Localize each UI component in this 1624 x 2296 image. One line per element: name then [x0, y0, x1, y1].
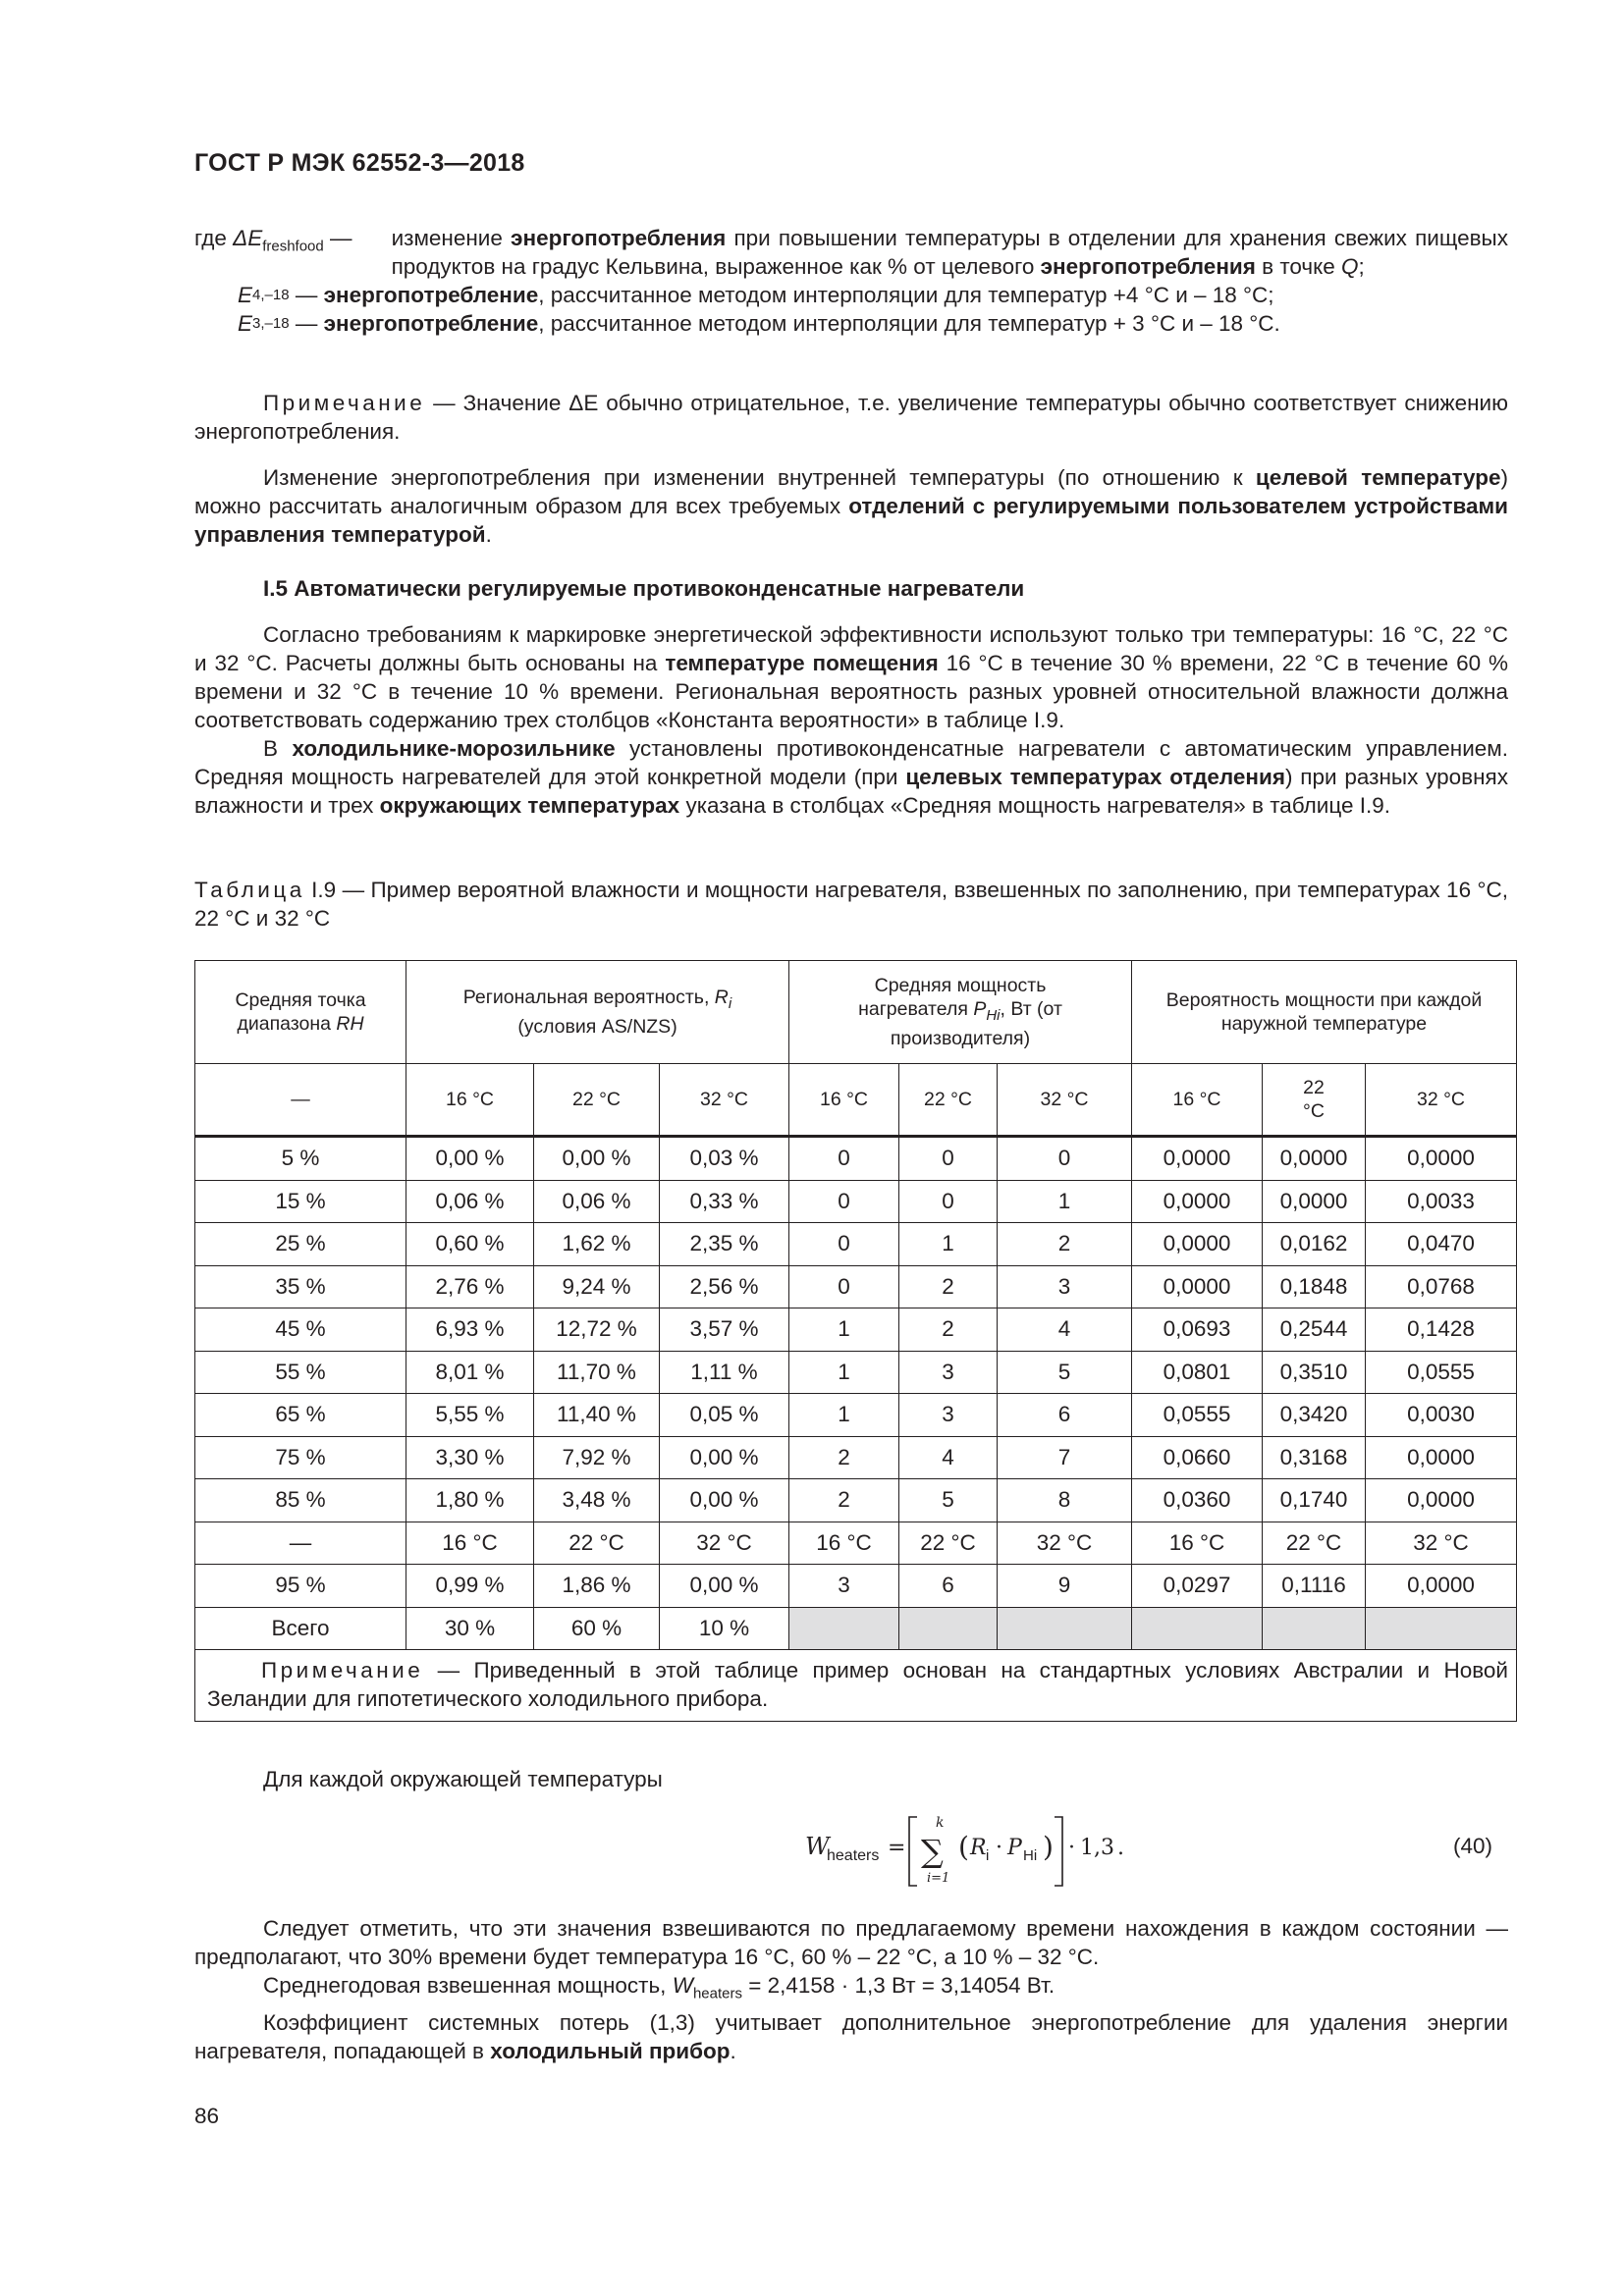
- table-row: [195, 1565, 1517, 1608]
- table-cell: 25 %: [195, 1223, 406, 1266]
- table-cell: 0,0000: [1263, 1137, 1366, 1181]
- table-cell: 2: [789, 1479, 899, 1522]
- table-cell: 0,99 %: [406, 1565, 534, 1608]
- table-cell: 1,80 %: [406, 1479, 534, 1522]
- paragraph-temperatures: Согласно требованиям к маркировке энергетической эффективности используют только три температуры: 16 °С, 22 °С и 32 °С. Расчеты должны быть основаны на температуре помещения 16 °С в течение 30 % времени, 22 °С в течение 60 % времени и 32 °С в течение 10 % времени. Региональная вероятность разных уровней относительной влажности должна соответствовать содержанию трех столбцов «Константа вероятности» в таблице I.9. В холодильнике-морозильнике установлены противоконденсатные нагреватели с автоматическим управлением. Средняя мощность нагревателей для этой конкретной модели (при целевых температурах отделения) при разных уровнях влажности и трех окружающих температурах указана в столбцах «Средняя мощность нагревателя» в таблице I.9.: [194, 622, 1509, 818]
- table-cell: 0,0000: [1132, 1180, 1263, 1223]
- table-cell: 0,05 %: [660, 1394, 789, 1437]
- svg-text:·: ·: [996, 1836, 1002, 1860]
- table-cell: 4: [998, 1308, 1132, 1352]
- table-cell: 45 %: [195, 1308, 406, 1352]
- table-cell: 0,1740: [1263, 1479, 1366, 1522]
- page-number: 86: [194, 2104, 220, 2128]
- svg-text:heaters: heaters: [827, 1847, 880, 1864]
- table-cell: 1: [789, 1351, 899, 1394]
- svg-text:=: =: [888, 1836, 906, 1860]
- table-caption: Таблица I.9 — Пример вероятной влажности и мощности нагревателя, взвешенных по заполнению, при температурах 16 °С, 22 °С и 32 °С: [194, 878, 1508, 931]
- table-note: Примечание — Приведенный в этой таблице пример основан на стандартных условиях Австралии и Новой Зеландии для гипотетического холодильного прибора.: [195, 1650, 1517, 1722]
- table-cell: 0: [789, 1265, 899, 1308]
- table-cell: 0,0660: [1132, 1436, 1263, 1479]
- table-cell: 0,0555: [1132, 1394, 1263, 1437]
- svg-text:P: P: [1007, 1836, 1022, 1860]
- table-cell: 3: [899, 1394, 998, 1437]
- table-cell: 0: [789, 1180, 899, 1223]
- table-cell: 0,0470: [1366, 1223, 1517, 1266]
- table-cell: 0,0360: [1132, 1479, 1263, 1522]
- table-cell: 3,48 %: [534, 1479, 660, 1522]
- probability-table: [194, 960, 1517, 1722]
- table-cell: 0,0693: [1132, 1308, 1263, 1352]
- table-cell: 6,93 %: [406, 1308, 534, 1352]
- table-cell: 0: [899, 1137, 998, 1181]
- table-cell: 0,3168: [1263, 1436, 1366, 1479]
- equation-number: (40): [1453, 1834, 1493, 1858]
- table-body: [195, 1137, 1517, 1722]
- table-cell: 0,00 %: [406, 1137, 534, 1181]
- definition-e4-18: E 4,–18 — энергопотребление , рассчитанное методом интерполяции для температур +4 °С и – 18 °С;: [238, 283, 1274, 307]
- table-cell: 3: [998, 1265, 1132, 1308]
- table-cell: 0,00 %: [660, 1436, 789, 1479]
- svg-text:∑: ∑: [921, 1833, 944, 1870]
- table-row-total: Всего 30 % 60 % 10 %: [195, 1607, 1517, 1650]
- svg-text:i: i: [986, 1847, 990, 1864]
- table-cell: 1,11 %: [660, 1351, 789, 1394]
- header-heater-power: Средняя мощность нагревателя $P_{Hi}$, Вт (от производителя): [789, 961, 1132, 1064]
- svg-text:.: .: [1117, 1836, 1124, 1860]
- table-row: [195, 1223, 1517, 1266]
- table-cell: 0,33 %: [660, 1180, 789, 1223]
- svg-text:i=1: i=1: [927, 1871, 950, 1886]
- table-row: [195, 1308, 1517, 1352]
- table-cell: 0,0297: [1132, 1565, 1263, 1608]
- paragraph-energy-change: Изменение энергопотребления при изменении внутренней температуры (по отношению к целевой температуре) можно рассчитать аналогичным образом для всех требуемых отделений с регулируемыми пользователем устройствами управления температурой.: [194, 465, 1509, 547]
- definition-freshfood: где $\Delta E_{freshfood}$ — изменение энергопотребления при повышении температуры в отделении для хранения свежих пищевых продуктов на градус Кельвина, выраженное как % от целевого энергопотребления в точке Q;: [194, 226, 1508, 279]
- svg-text:): ): [1043, 1831, 1054, 1863]
- table-cell: 0,3510: [1263, 1351, 1366, 1394]
- table-cell: 1,86 %: [534, 1565, 660, 1608]
- table-cell: 6: [899, 1565, 998, 1608]
- table-cell: 11,70 %: [534, 1351, 660, 1394]
- table-cell: 0,3420: [1263, 1394, 1366, 1437]
- svg-text:·: ·: [1068, 1836, 1075, 1860]
- table-cell: 0,06 %: [534, 1180, 660, 1223]
- table-cell: 0,0000: [1132, 1223, 1263, 1266]
- table-cell: 1: [789, 1308, 899, 1352]
- svg-text:k: k: [936, 1815, 945, 1831]
- table-cell: 3: [789, 1565, 899, 1608]
- svg-text:W: W: [805, 1833, 830, 1860]
- table-row: [195, 1265, 1517, 1308]
- paragraph-weighting: Следует отметить, что эти значения взвешиваются по предлагаемому времени нахождения в каждом состоянии — предполагают, что 30% времени будет температура 16 °С, 60 % – 22 °С, а 10 % – 32 °С.: [194, 1916, 1508, 1969]
- table-cell: 2: [998, 1223, 1132, 1266]
- table-row: [195, 1479, 1517, 1522]
- formula-graphic: [805, 1811, 1218, 1890]
- table-cell: 7,92 %: [534, 1436, 660, 1479]
- table-row: [195, 1522, 1517, 1565]
- table-cell: 5: [899, 1479, 998, 1522]
- table-cell: 0,0000: [1366, 1479, 1517, 1522]
- table-row: [195, 1351, 1517, 1394]
- definition-e3-18: E 3,–18 — энергопотребление , рассчитанное методом интерполяции для температур + 3 °С и – 18 °С.: [238, 311, 1280, 336]
- table-cell: 15 %: [195, 1180, 406, 1223]
- table-cell: 1,62 %: [534, 1223, 660, 1266]
- table-cell: —: [195, 1522, 406, 1565]
- svg-text:Hi: Hi: [1023, 1847, 1038, 1864]
- table-cell: 0,0162: [1263, 1223, 1366, 1266]
- table-cell: 9,24 %: [534, 1265, 660, 1308]
- table-cell: 32 °C: [998, 1522, 1132, 1565]
- table-cell: 11,40 %: [534, 1394, 660, 1437]
- paragraph-annual-power: Среднегодовая взвешенная мощность, $W_{heaters} = 2,4158 \cdot 1,3$ Вт = 3,14054 Вт.: [263, 1973, 1056, 2002]
- table-row: [195, 1436, 1517, 1479]
- table-cell: 5: [998, 1351, 1132, 1394]
- formula-intro: Для каждой окружающей температуры: [263, 1767, 663, 1791]
- table-cell: 85 %: [195, 1479, 406, 1522]
- table-cell: 22 °C: [899, 1522, 998, 1565]
- formula-40: [805, 1811, 1218, 1890]
- table-cell: 5 %: [195, 1137, 406, 1181]
- header-temperatures-row: — 16 °C 22 °C 32 °C 16 °C 22 °C 32 °C 16 °C 22 °C 32 °C: [195, 1064, 1517, 1137]
- table-cell: 0: [899, 1180, 998, 1223]
- table-cell: 0,60 %: [406, 1223, 534, 1266]
- header-power-probability: Вероятность мощности при каждой наружной температуре: [1132, 961, 1517, 1064]
- header-rh: Средняя точка диапазона RH: [195, 961, 406, 1064]
- table-cell: 2,76 %: [406, 1265, 534, 1308]
- table-cell: 65 %: [195, 1394, 406, 1437]
- table-cell: 0: [789, 1137, 899, 1181]
- svg-text:1,3: 1,3: [1080, 1836, 1114, 1860]
- table-cell: 3,30 %: [406, 1436, 534, 1479]
- table-cell: 0,00 %: [660, 1565, 789, 1608]
- table-cell: 0,0000: [1366, 1137, 1517, 1181]
- table-cell: 0,1116: [1263, 1565, 1366, 1608]
- table-cell: 22 °C: [1263, 1522, 1366, 1565]
- table-cell: 0,0555: [1366, 1351, 1517, 1394]
- table-cell: 7: [998, 1436, 1132, 1479]
- table-cell: 16 °C: [406, 1522, 534, 1565]
- table-cell: 16 °C: [1132, 1522, 1263, 1565]
- table-cell: 75 %: [195, 1436, 406, 1479]
- table-cell: 0,2544: [1263, 1308, 1366, 1352]
- table-cell: 0,1428: [1366, 1308, 1517, 1352]
- table-cell: 5,55 %: [406, 1394, 534, 1437]
- svg-text:(: (: [958, 1831, 969, 1863]
- header-regional-probability: Региональная вероятность, $R_i$ (условия AS/NZS): [406, 961, 789, 1064]
- table-cell: 1: [998, 1180, 1132, 1223]
- note-delta-e: Примечание — Значение ΔE обычно отрицательное, т.е. увеличение температуры обычно соответствует снижению энергопотребления.: [194, 391, 1508, 444]
- table-cell: 32 °C: [660, 1522, 789, 1565]
- table-cell: 2: [789, 1436, 899, 1479]
- table-row: [195, 1137, 1517, 1181]
- paragraph-loss-factor: Коэффициент системных потерь (1,3) учитывает дополнительное энергопотребление для удаления энергии нагревателя, попадающей в холодильный прибор.: [194, 2009, 1508, 2063]
- table-cell: 4: [899, 1436, 998, 1479]
- table-cell: 8: [998, 1479, 1132, 1522]
- table-cell: 12,72 %: [534, 1308, 660, 1352]
- table-cell: 2,56 %: [660, 1265, 789, 1308]
- table-cell: 16 °C: [789, 1522, 899, 1565]
- svg-text:R: R: [970, 1836, 987, 1860]
- table-cell: 0,0768: [1366, 1265, 1517, 1308]
- table-cell: 2,35 %: [660, 1223, 789, 1266]
- table-row: [195, 1180, 1517, 1223]
- table-cell: 0,0801: [1132, 1351, 1263, 1394]
- table-cell: 0,06 %: [406, 1180, 534, 1223]
- table-cell: 8,01 %: [406, 1351, 534, 1394]
- table-cell: 0,1848: [1263, 1265, 1366, 1308]
- table-row: [195, 1394, 1517, 1437]
- table-cell: 3,57 %: [660, 1308, 789, 1352]
- table-cell: 0,0000: [1366, 1436, 1517, 1479]
- definitions-block: [194, 224, 1508, 338]
- table-cell: 0,0030: [1366, 1394, 1517, 1437]
- closing-paragraphs: [194, 1914, 1508, 2065]
- table-cell: 0: [789, 1223, 899, 1266]
- table-cell: 95 %: [195, 1565, 406, 1608]
- table-cell: 0,0000: [1132, 1265, 1263, 1308]
- table-cell: 32 °C: [1366, 1522, 1517, 1565]
- table-note-row: [195, 1650, 1517, 1722]
- table-cell: 0,00 %: [660, 1479, 789, 1522]
- table-cell: 0,00 %: [534, 1137, 660, 1181]
- table-cell: 2: [899, 1308, 998, 1352]
- table-cell: 0: [998, 1137, 1132, 1181]
- document-header: ГОСТ Р МЭК 62552-3—2018: [194, 149, 525, 177]
- table-cell: 0,0000: [1132, 1137, 1263, 1181]
- table-cell: 0,03 %: [660, 1137, 789, 1181]
- table-cell: 1: [789, 1394, 899, 1437]
- table-cell: 6: [998, 1394, 1132, 1437]
- table-cell: 9: [998, 1565, 1132, 1608]
- table-cell: 0,0033: [1366, 1180, 1517, 1223]
- table-cell: 0,0000: [1366, 1565, 1517, 1608]
- table-cell: 22 °C: [534, 1522, 660, 1565]
- table-cell: 55 %: [195, 1351, 406, 1394]
- table-cell: 0,0000: [1263, 1180, 1366, 1223]
- table-cell: 35 %: [195, 1265, 406, 1308]
- table-cell: 3: [899, 1351, 998, 1394]
- table-cell: 1: [899, 1223, 998, 1266]
- section-heading: I.5 Автоматически регулируемые противоконденсатные нагреватели: [263, 576, 1025, 601]
- paragraph-fridge-freezer: В холодильнике-морозильнике установлены противоконденсатные нагреватели с автоматическим управлением. Средняя мощность нагревателей для этой конкретной модели (при целевых температурах отделения) при разных уровнях влажности и трех окружающих температурах указана в столбцах «Средняя мощность нагревателя» в таблице I.9.: [194, 736, 1509, 818]
- table-cell: 2: [899, 1265, 998, 1308]
